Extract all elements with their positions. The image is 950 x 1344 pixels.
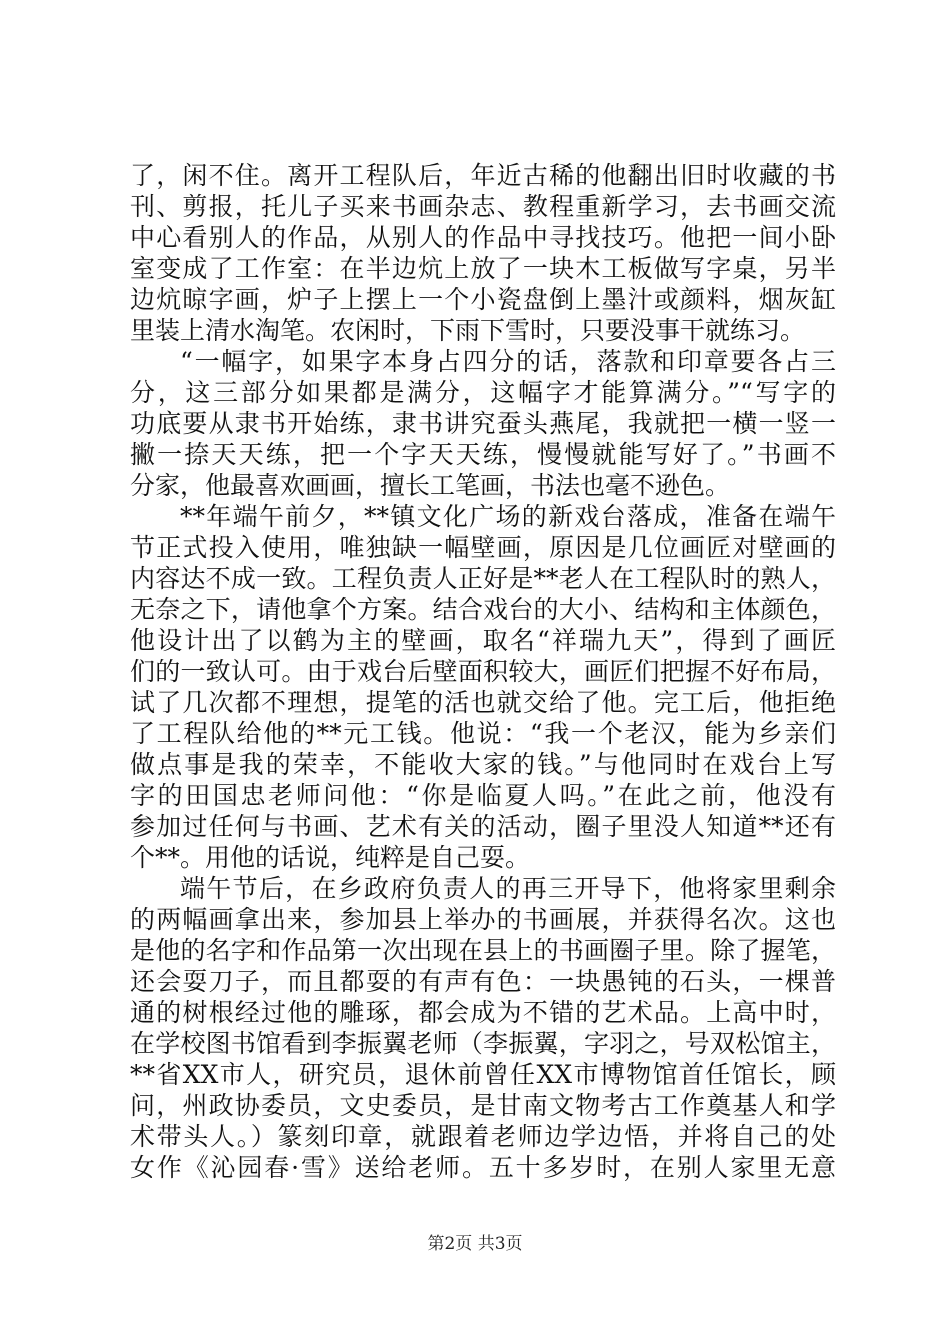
text-line: 撇一捺天天练，把一个字天天练，慢慢就能写好了。”书画不 (130, 440, 836, 469)
text-line: “一幅字，如果字本身占四分的话，落款和印章要各占三 (180, 347, 836, 376)
text-line: 端午节后，在乡政府负责人的再三开导下，他将家里剩余 (180, 874, 836, 903)
text-line: 分，这三部分如果都是满分，这幅字才能算满分。”“写字的 (130, 378, 836, 407)
text-line: 做点事是我的荣幸，不能收大家的钱。”与他同时在戏台上写 (130, 750, 836, 779)
text-line: 边炕晾字画，炉子上摆上一个小瓷盘倒上墨汁或颜料，烟灰缸 (130, 285, 836, 314)
text-line: 节正式投入使用，唯独缺一幅壁画，原因是几位画匠对壁画的 (130, 533, 836, 562)
text-line: 内容达不成一致。工程负责人正好是**老人在工程队时的熟人， (130, 564, 836, 593)
paragraph (130, 346, 836, 501)
text-line: **年端午前夕，**镇文化广场的新戏台落成，准备在端午 (180, 502, 836, 531)
text-line: 问，州政协委员，文史委员，是甘南文物考古工作奠基人和学 (130, 1091, 836, 1120)
paragraph (130, 160, 836, 346)
text-line: 分家，他最喜欢画画，擅长工笔画，书法也毫不逊色。 (130, 471, 731, 500)
text-line: 功底要从隶书开始练，隶书讲究蚕头燕尾，我就把一横一竖一 (130, 409, 836, 438)
text-line: 们的一致认可。由于戏台后壁面积较大，画匠们把握不好布局， (130, 657, 836, 686)
paragraph (130, 873, 836, 1183)
text-line: 的两幅画拿出来，参加县上举办的书画展，并获得名次。这也 (130, 905, 836, 934)
text-line: 还会耍刀子，而且都耍的有声有色：一块愚钝的石头，一棵普 (130, 967, 836, 996)
text-line: 参加过任何与书画、艺术有关的活动，圈子里没人知道**还有 (130, 812, 836, 841)
page-footer (0, 1233, 950, 1255)
text-line: 字的田国忠老师问他：“你是临夏人吗。”在此之前，他没有 (130, 781, 836, 810)
text-line: **省XX市人，研究员，退休前曾任XX市博物馆首任馆长，顾 (130, 1060, 836, 1089)
text-line: 中心看别人的作品，从别人的作品中寻找技巧。他把一间小卧 (130, 223, 836, 252)
text-line: 里装上清水淘笔。农闲时，下雨下雪时，只要没事干就练习。 (130, 316, 806, 345)
text-line: 在学校图书馆看到李振翼老师（李振翼，字羽之，号双松馆主， (130, 1029, 836, 1058)
text-line: 刊、剪报，托儿子买来书画杂志、教程重新学习，去书画交流 (130, 192, 836, 221)
text-line: 了工程队给他的**元工钱。他说：“我一个老汉，能为乡亲们 (130, 719, 836, 748)
paragraph (130, 501, 836, 873)
text-line: 了，闲不住。离开工程队后，年近古稀的他翻出旧时收藏的书 (130, 161, 836, 190)
body-text (130, 160, 836, 1183)
text-line: 个**。用他的话说，纯粹是自己耍。 (130, 843, 531, 872)
text-line: 无奈之下，请他拿个方案。结合戏台的大小、结构和主体颜色， (130, 595, 836, 624)
text-line: 是他的名字和作品第一次出现在县上的书画圈子里。除了握笔， (130, 936, 836, 965)
text-line: 术带头人。）篆刻印章，就跟着老师边学边悟，并将自己的处 (130, 1122, 836, 1151)
text-line: 他设计出了以鹤为主的壁画，取名“祥瑞九天”，得到了画匠 (130, 626, 836, 655)
page-number: 第2页 共3页 (427, 1234, 523, 1254)
text-line: 试了几次都不理想，提笔的活也就交给了他。完工后，他拒绝 (130, 688, 836, 717)
text-line: 通的树根经过他的雕琢，都会成为不错的艺术品。上高中时， (130, 998, 836, 1027)
text-line: 室变成了工作室：在半边炕上放了一块木工板做写字桌，另半 (130, 254, 836, 283)
text-line: 女作《沁园春·雪》送给老师。五十多岁时，在别人家里无意 (130, 1153, 836, 1182)
